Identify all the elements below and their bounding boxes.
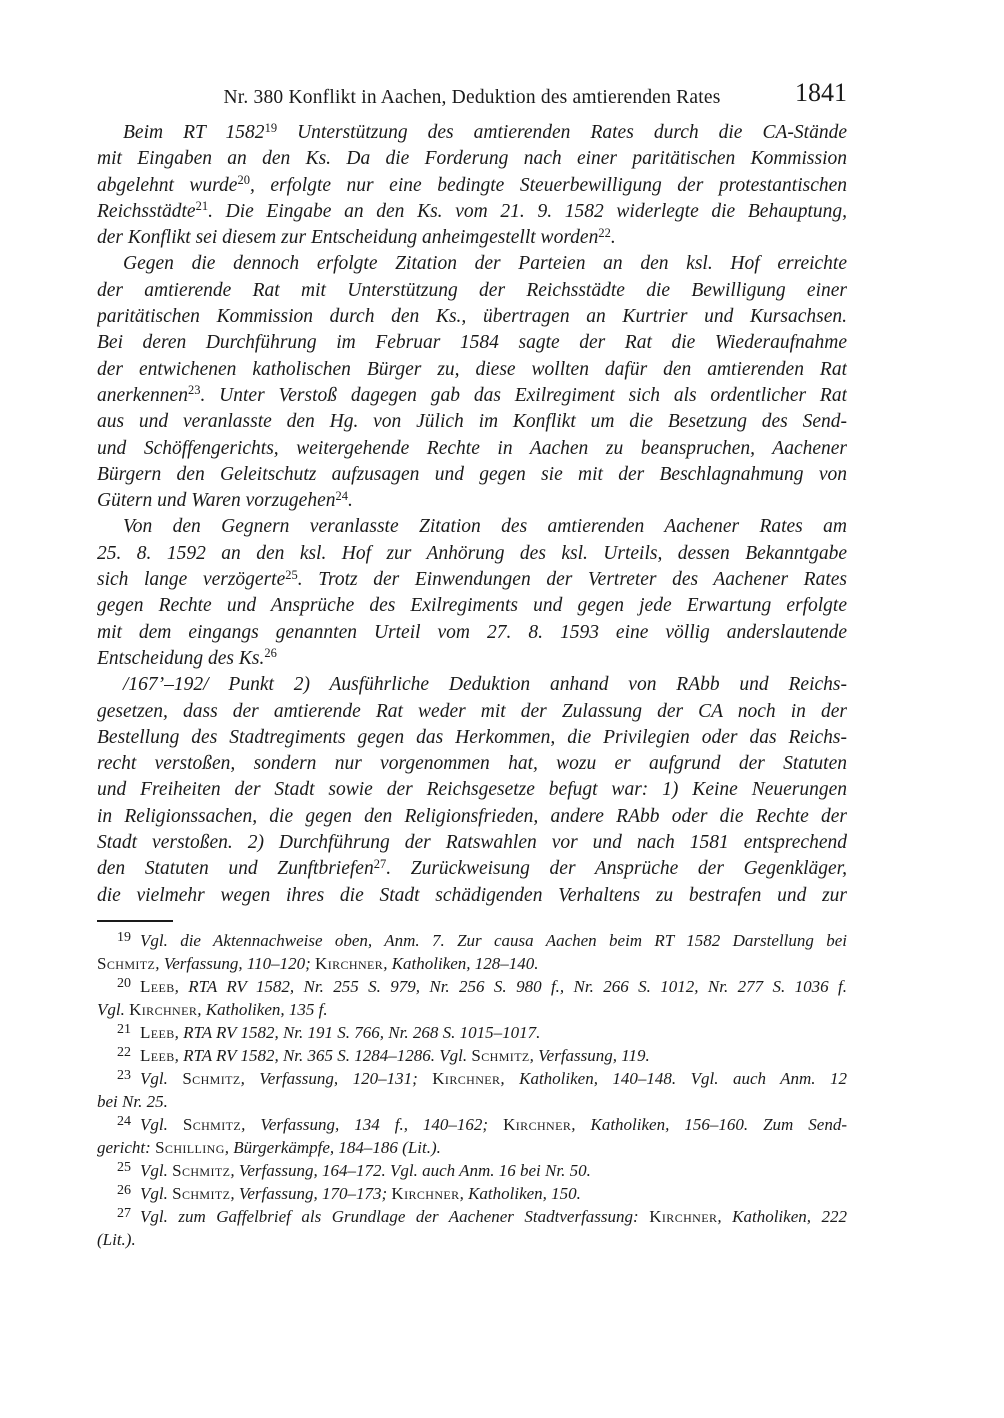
footnote-number: 24	[117, 1114, 131, 1129]
author-name: Kirchner	[391, 1184, 460, 1203]
footnote-line	[97, 975, 847, 998]
footnote	[97, 1113, 847, 1159]
author-name: Kirchner	[649, 1207, 718, 1226]
text-line: und Schöffengerichts, weitergehende Rechte in Aachen zu beanspruchen, Aachener	[97, 437, 847, 459]
footnote-line	[97, 1090, 847, 1113]
paragraph	[97, 251, 847, 514]
footnote-line	[97, 1136, 847, 1159]
running-head	[97, 78, 847, 112]
footnote-marker: 25	[285, 567, 298, 582]
footnote	[97, 929, 847, 975]
footnote-text: , Katholiken, 156–160. Zum Send-	[571, 1115, 847, 1134]
footnote-text: Vgl.	[140, 1069, 183, 1088]
author-name: Schmitz	[182, 1115, 242, 1134]
paragraph	[97, 672, 847, 909]
author-name: Schmitz	[172, 1161, 231, 1180]
text-line: recht verstoßen, sondern nur vorgenommen hat, wozu er aufgrund der Statuten	[97, 753, 847, 775]
body-text	[97, 120, 847, 909]
footnote-text: , Verfassung, 134 f., 140–162;	[241, 1115, 504, 1134]
author-name: Schmitz	[97, 954, 156, 973]
text-line: in Religionssachen, die gegen den Religionsfrieden, andere RAbb oder die Rechte der	[97, 805, 847, 827]
author-name: Schmitz	[182, 1069, 241, 1088]
text-line: der Konflikt sei diesem zur Entscheidung anheimgestellt worden$^{22}$.	[97, 225, 616, 249]
footnote	[97, 975, 847, 1021]
text-line: abgelehnt wurde$^{20}$, erfolgte nur eine bedingte Steuerbewilligung der protestantischen	[97, 173, 847, 196]
text-line: der entwichenen katholischen Bürger zu, diese wollten dafür den amtierenden Rat	[97, 358, 847, 380]
footnote	[97, 1159, 847, 1182]
footnote-marker: 23	[187, 383, 201, 398]
footnote-text: , RTA RV 1582, Nr. 191 S. 766, Nr. 268 S. 1015–1017.	[174, 1023, 541, 1042]
text-line: Entscheidung des Ks.$^{26}$	[97, 646, 277, 669]
text-line: mit dem eingangs genannten Urteil vom 27. 8. 1593 eine völlig anderslautende	[97, 621, 847, 643]
running-title: Nr. 380 Konflikt in Aachen, Deduktion des amtierenden Rates	[223, 87, 721, 108]
footnote-line	[97, 998, 847, 1021]
text-line: Gütern und Waren vorzugehen$^{24}$.	[97, 488, 353, 512]
text-line: gegen Rechte und Ansprüche des Exilregiments und gegen jede Erwartung erfolgte	[97, 595, 847, 617]
author-name: Kirchner	[432, 1069, 501, 1088]
footnote-line	[97, 1021, 847, 1044]
footnote-text: Vgl. zum Gaffelbrief als Grundlage der Aachener Stadtverfassung:	[140, 1207, 650, 1226]
text-line: anerkennen$^{23}$. Unter Verstoß dagegen gab das Exilregiment sich als ordentlicher Rat	[97, 383, 847, 406]
text-line: Bestellung des Stadtregiments gegen das Herkommen, die Privilegien oder das Reichs-	[97, 726, 847, 748]
footnote-line	[97, 952, 847, 975]
footnote-number: 20	[117, 976, 131, 991]
footnote-text: , Katholiken, 150.	[459, 1184, 581, 1203]
footnote-text: , Katholiken, 140–148. Vgl. auch Anm. 12	[500, 1069, 847, 1088]
footnote-line	[97, 1182, 847, 1205]
footnote-text: gericht:	[97, 1138, 156, 1157]
text-line: sich lange verzögerte$^{25}$. Trotz der Einwendungen der Vertreter des Aachener Rates	[97, 567, 847, 591]
text-line: Von den Gegnern veranlasste Zitation des amtierenden Aachener Rates am	[123, 516, 847, 538]
footnote-line	[97, 1067, 847, 1090]
footnote-number: 21	[117, 1022, 131, 1037]
author-name: Kirchner	[503, 1115, 572, 1134]
author-name: Kirchner	[315, 954, 384, 973]
text-line: Gegen die dennoch erfolgte Zitation der Parteien an den ksl. Hof erreichte	[123, 253, 847, 275]
footnote-text: , Verfassung, 110–120;	[155, 954, 316, 973]
footnote-line	[97, 1113, 847, 1136]
text-line: Reichsstädte$^{21}$. Die Eingabe an den Ks. vom 21. 9. 1582 widerlegte die Behauptung,	[97, 199, 847, 222]
footnote-number: 26	[117, 1183, 131, 1198]
footnote	[97, 1067, 847, 1113]
author-name: Schmitz	[172, 1184, 231, 1203]
footnote-text: , Verfassung, 120–131;	[240, 1069, 433, 1088]
text-line: die vielmehr wegen ihres die Stadt schädigenden Verhaltens zu bestrafen und zur	[97, 884, 847, 906]
footnote-text: (Lit.).	[97, 1230, 136, 1249]
footnote-marker: 24	[335, 488, 348, 503]
footnote-text: , Katholiken, 135 f.	[197, 1000, 328, 1019]
text-line: der amtierende Rat mit Unterstützung der Reichsstädte die Bewilligung einer	[97, 279, 847, 301]
footnote-line	[97, 1228, 847, 1251]
footnote-text: Vgl. die Aktennachweise oben, Anm. 7. Zur causa Aachen beim RT 1582 Darstellung bei	[140, 931, 847, 950]
text-line: Stadt verstoßen. 2) Durchführung der Ratswahlen vor und nach 1581 entsprechend	[97, 832, 847, 854]
footnote-marker: 21	[195, 199, 209, 214]
footnote-marker: 27	[373, 856, 387, 871]
author-name: Leeb	[140, 1023, 175, 1042]
footnote	[97, 1205, 847, 1251]
footnote-text: , Verfassung, 164–172. Vgl. auch Anm. 16 bei Nr. 50.	[230, 1161, 591, 1180]
footnote-text: Vgl.	[140, 1115, 183, 1134]
footnote-marker: 20	[237, 173, 250, 188]
footnote-line	[97, 1044, 847, 1067]
footnote-text: Vgl.	[140, 1161, 173, 1180]
footnote-text: , Bürgerkämpfe, 184–186 (Lit.).	[224, 1138, 441, 1157]
text-line: Beim RT 1582$^{19}$ Unterstützung des amtierenden Rates durch die CA-Stände	[123, 120, 847, 143]
footnote-text: , RTA RV 1582, Nr. 365 S. 1284–1286. Vgl.	[174, 1046, 472, 1065]
author-name: Kirchner	[129, 1000, 198, 1019]
author-name: Schmitz	[471, 1046, 530, 1065]
text-line: den Statuten und Zunftbriefen$^{27}$. Zurückweisung der Ansprüche der Gegenkläger,	[97, 856, 847, 880]
author-name: Leeb	[140, 1046, 175, 1065]
text-line: und Freiheiten der Stadt sowie der Reichsgesetze befugt war: 1) Keine Neuerungen	[97, 779, 847, 801]
footnote	[97, 1044, 847, 1067]
text-line: Bei deren Durchführung im Februar 1584 sagte der Rat die Wiederaufnahme	[97, 332, 847, 354]
footnote-number: 25	[117, 1160, 131, 1175]
footnote-number: 22	[117, 1045, 131, 1060]
text-line: gesetzen, dass der amtierende Rat weder mit der Zulassung der CA noch in der	[97, 700, 847, 722]
text-line: /167’–192/ Punkt 2) Ausführliche Deduktion anhand von RAbb und Reichs-	[123, 674, 847, 696]
footnote-text: , Katholiken, 222	[717, 1207, 847, 1226]
footnote-line	[97, 1205, 847, 1228]
author-name: Leeb	[140, 977, 175, 996]
footnote	[97, 1182, 847, 1205]
text-line: mit Eingaben an den Ks. Da die Forderung nach einer paritätischen Kommission	[97, 148, 847, 170]
footnote-text: , Katholiken, 128–140.	[383, 954, 539, 973]
paragraph	[97, 120, 847, 251]
text-line: aus und veranlasste den Hg. von Jülich im Konflikt um die Besetzung des Send-	[97, 411, 847, 433]
text-line: paritätischen Kommission durch den Ks., übertragen an Kurtrier und Kursachsen.	[97, 306, 847, 328]
footnote-number: 23	[117, 1068, 131, 1083]
footnote-text: , Verfassung, 119.	[529, 1046, 650, 1065]
footnote-text: bei Nr. 25.	[97, 1092, 168, 1111]
footnote-marker: 26	[264, 646, 277, 661]
footnote-marker: 22	[598, 225, 611, 240]
footnote-text: Vgl.	[97, 1000, 130, 1019]
page-number: 1841	[795, 78, 847, 107]
text-line: Bürgern den Geleitschutz aufzusagen und gegen sie mit der Beschlagnahmung von	[97, 463, 847, 485]
text-line: 25. 8. 1592 an den ksl. Hof zur Anhörung des ksl. Urteils, dessen Bekanntgabe	[97, 542, 847, 564]
footnote-number: 19	[117, 930, 131, 945]
footnote-line	[97, 929, 847, 952]
footnote-rule	[97, 920, 173, 922]
footnotes-section	[97, 929, 847, 1251]
paragraph	[97, 514, 847, 672]
footnote-text: , RTA RV 1582, Nr. 255 S. 979, Nr. 256 S. 980 f., Nr. 266 S. 1012, Nr. 277 S. 1036 f.	[174, 977, 847, 996]
author-name: Schilling	[155, 1138, 225, 1157]
footnote-text: , Verfassung, 170–173;	[230, 1184, 392, 1203]
footnote-marker: 19	[264, 120, 278, 135]
footnote	[97, 1021, 847, 1044]
footnote-number: 27	[117, 1206, 131, 1221]
footnote-line	[97, 1159, 847, 1182]
footnote-text: Vgl.	[140, 1184, 173, 1203]
